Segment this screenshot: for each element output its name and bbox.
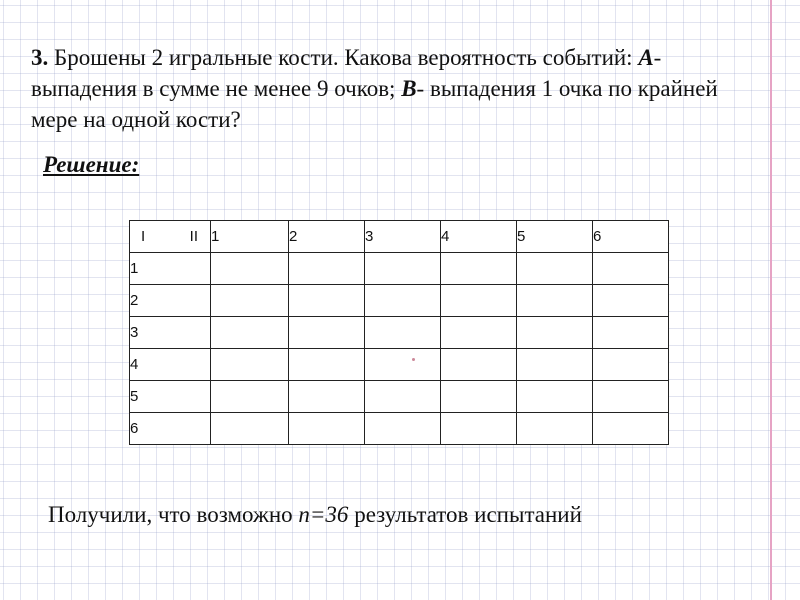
outcome-cell [517,317,593,349]
stray-dot [412,358,415,361]
outcome-cell [289,317,365,349]
problem-text-1: Брошены 2 игральные кости. Какова вероятность событий: [48,45,639,70]
outcome-cell [365,285,441,317]
outcome-cell [289,349,365,381]
outcome-cell [441,381,517,413]
table-row [130,381,669,413]
table-row [130,285,669,317]
table-header-row [130,221,669,253]
problem-text-2: -выпадения в сумме не менее 9 очков; [31,45,662,101]
outcome-cell [441,349,517,381]
outcome-cell [441,253,517,285]
solution-heading: Решение: [43,152,140,177]
table-row [130,349,669,381]
outcome-cell [289,413,365,445]
outcome-cell [211,253,289,285]
corner-label-die-2: II [189,228,198,245]
table-row [130,253,669,285]
row-header: 3 [130,317,211,349]
outcome-cell [289,285,365,317]
table-row [130,317,669,349]
outcome-cell [211,413,289,445]
result-statement [48,502,582,528]
outcome-cell [289,253,365,285]
column-header: 4 [441,221,517,253]
corner-label-die-1: I [141,228,146,245]
problem-number: 3. [31,45,49,70]
outcome-cell [593,317,669,349]
column-header: 2 [289,221,365,253]
outcome-cell [211,381,289,413]
outcome-cell [441,413,517,445]
outcome-cell [289,381,365,413]
row-header: 4 [130,349,211,381]
outcome-cell [365,349,441,381]
outcome-cell [211,349,289,381]
column-header: 1 [211,221,289,253]
row-header: 1 [130,253,211,285]
result-prefix: Получили, что возможно [48,502,299,527]
outcome-cell [517,253,593,285]
table-row [130,413,669,445]
outcome-cell [365,317,441,349]
outcome-cell [441,317,517,349]
problem-text-3: - выпадения 1 очка по крайней мере на одной кости? [31,76,718,132]
column-header: 3 [365,221,441,253]
outcome-cell [593,253,669,285]
result-suffix: результатов испытаний [348,502,582,527]
outcome-cell [211,317,289,349]
outcome-cell [593,413,669,445]
notebook-margin-line [770,0,772,600]
row-header: 5 [130,381,211,413]
outcome-cell [517,413,593,445]
row-header: 2 [130,285,211,317]
outcome-cell [365,381,441,413]
outcome-cell [365,413,441,445]
outcome-cell [593,349,669,381]
outcome-cell [517,381,593,413]
outcome-cell [593,285,669,317]
outcome-cell [517,349,593,381]
column-header: 5 [517,221,593,253]
result-n-value: n=36 [298,502,349,527]
corner-cell [130,221,211,253]
event-b-label: В [401,76,417,101]
outcome-cell [365,253,441,285]
column-header: 6 [593,221,669,253]
outcome-cell [441,285,517,317]
outcome-cell [593,381,669,413]
problem-statement [31,42,761,135]
event-a-label: А [638,45,654,70]
outcome-cell [211,285,289,317]
outcome-cell [517,285,593,317]
row-header: 6 [130,413,211,445]
dice-outcomes-table [129,220,669,445]
